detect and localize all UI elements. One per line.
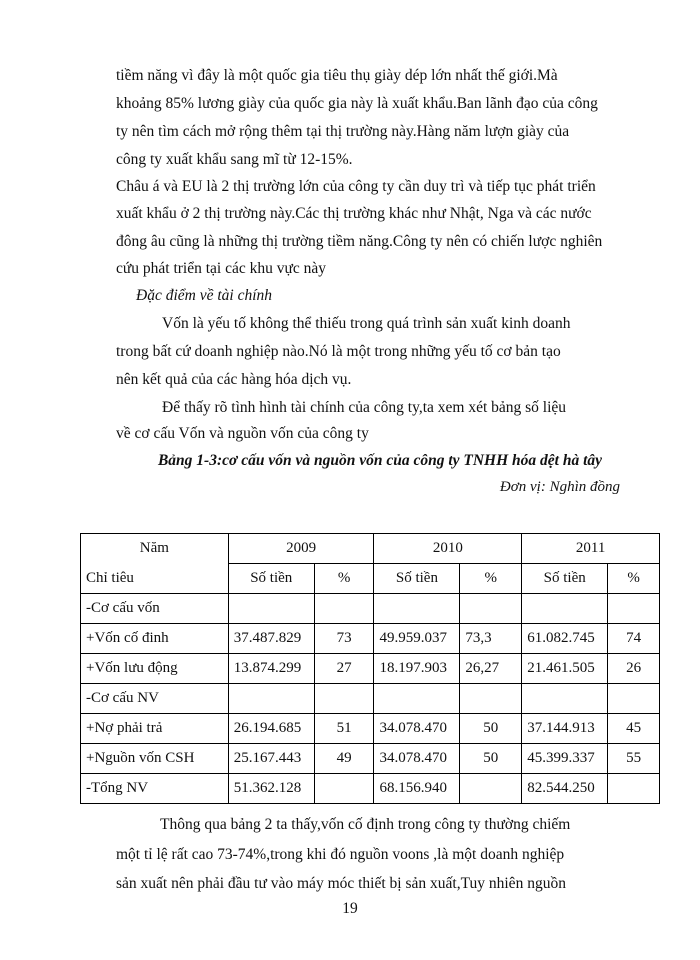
text-line: công ty xuất khẩu sang mĩ từ 12-15%. xyxy=(116,151,353,168)
table-cell xyxy=(460,594,522,624)
text-line: một tỉ lệ rất cao 73-74%,trong khi đó nguồn voons ,là một doanh nghiệp xyxy=(116,846,565,863)
text-line: khoảng 85% lương giày của quốc gia này là xuất khẩu.Ban lãnh đạo của công xyxy=(116,95,598,112)
table-cell: 34.078.470 xyxy=(374,714,460,744)
table-cell: 68.156.940 xyxy=(374,774,460,804)
table-cell: 26.194.685 xyxy=(228,714,314,744)
table-cell: 45 xyxy=(608,714,660,744)
percent-header: % xyxy=(608,564,660,594)
table-cell: 26 xyxy=(608,654,660,684)
table-cell: 51 xyxy=(314,714,374,744)
table-cell xyxy=(460,774,522,804)
table-header-row xyxy=(81,534,660,564)
table-cell xyxy=(374,594,460,624)
table-cell xyxy=(228,594,314,624)
text-line: cứu phát triển tại các khu vực này xyxy=(116,260,327,277)
row-label: +Vốn cố đinh xyxy=(81,624,229,654)
year-2009: 2009 xyxy=(228,534,374,564)
table-row xyxy=(81,744,660,774)
table-cell: 34.078.470 xyxy=(374,744,460,774)
table-cell xyxy=(522,594,608,624)
table-cell: 50 xyxy=(460,744,522,774)
row-label: -Tổng NV xyxy=(81,774,229,804)
table-cell: 45.399.337 xyxy=(522,744,608,774)
capital-structure-table xyxy=(80,533,660,804)
table-cell: 61.082.745 xyxy=(522,624,608,654)
page-number: 19 xyxy=(342,900,358,917)
text-line: ty nên tìm cách mở rộng thêm tại thị trường này.Hàng năm lượn giày của xyxy=(116,123,570,140)
table-cell xyxy=(608,684,660,714)
year-2010: 2010 xyxy=(374,534,522,564)
table-cell xyxy=(608,594,660,624)
table-row xyxy=(81,714,660,744)
text-line: đông âu cũng là những thị trường tiềm năng.Công ty nên có chiến lược nghiên xyxy=(116,233,603,250)
text-line: về cơ cấu Vốn và nguồn vốn của công ty xyxy=(116,425,369,442)
text-line: tiềm năng vì đây là một quốc gia tiêu thụ giày dép lớn nhất thế giới.Mà xyxy=(116,67,558,84)
table-row xyxy=(81,594,660,624)
text-line: Thông qua bảng 2 ta thấy,vốn cố định trong công ty thường chiếm xyxy=(160,816,571,833)
percent-header: % xyxy=(314,564,374,594)
unit-note: Đơn vị: Nghìn đồng xyxy=(499,479,620,495)
year-2011: 2011 xyxy=(522,534,660,564)
text-line: Vốn là yếu tố không thể thiếu trong quá trình sản xuất kinh doanh xyxy=(162,315,571,332)
table-cell xyxy=(522,684,608,714)
table-cell xyxy=(314,774,374,804)
amount-header: Số tiền xyxy=(374,564,460,594)
table-cell: 27 xyxy=(314,654,374,684)
table-cell xyxy=(374,684,460,714)
row-label: -Cơ cấu NV xyxy=(81,684,229,714)
text-line: nên kết quả của các hàng hóa dịch vụ. xyxy=(116,371,352,388)
corner-indicator-label: Chỉ tiêu xyxy=(81,564,229,594)
table-cell: 26,27 xyxy=(460,654,522,684)
table-cell xyxy=(608,774,660,804)
table-cell: 49 xyxy=(314,744,374,774)
corner-year-label: Năm xyxy=(81,534,229,564)
table-cell: 13.874.299 xyxy=(228,654,314,684)
table-cell xyxy=(460,684,522,714)
table-row xyxy=(81,684,660,714)
text-line: trong bất cứ doanh nghiệp nào.Nó là một trong những yếu tố cơ bản tạo xyxy=(116,343,561,360)
table-row xyxy=(81,624,660,654)
percent-header: % xyxy=(460,564,522,594)
table-cell xyxy=(314,684,374,714)
table-cell: 18.197.903 xyxy=(374,654,460,684)
table-cell: 55 xyxy=(608,744,660,774)
table-cell: 82.544.250 xyxy=(522,774,608,804)
table-cell: 73,3 xyxy=(460,624,522,654)
table-cell: 21.461.505 xyxy=(522,654,608,684)
table-cell: 73 xyxy=(314,624,374,654)
table-cell: 25.167.443 xyxy=(228,744,314,774)
text-line: Để thấy rõ tình hình tài chính của công ty,ta xem xét bảng số liệu xyxy=(162,399,567,416)
table-row xyxy=(81,654,660,684)
table-subheader-row xyxy=(81,564,660,594)
row-label: +Nguồn vốn CSH xyxy=(81,744,229,774)
amount-header: Số tiền xyxy=(522,564,608,594)
table-cell xyxy=(314,594,374,624)
table-caption: Bảng 1-3:cơ cấu vốn và nguồn vốn của công ty TNHH hóa dệt hà tây xyxy=(157,452,603,469)
table-row xyxy=(81,774,660,804)
text-line: sản xuất nên phải đầu tư vào máy móc thiết bị sản xuất,Tuy nhiên nguồn xyxy=(116,875,566,892)
text-line: xuất khẩu ở 2 thị trường này.Các thị trường khác như Nhật, Nga và các nước xyxy=(116,205,592,222)
text-line: Châu á và EU là 2 thị trường lớn của công ty cần duy trì và tiếp tục phát triển xyxy=(116,178,596,195)
table-cell: 37.487.829 xyxy=(228,624,314,654)
row-label: +Nợ phải trả xyxy=(81,714,229,744)
table-cell: 74 xyxy=(608,624,660,654)
section-heading: Đặc điểm về tài chính xyxy=(136,287,273,304)
row-label: -Cơ cấu vốn xyxy=(81,594,229,624)
table-cell xyxy=(228,684,314,714)
table-cell: 50 xyxy=(460,714,522,744)
table-cell: 49.959.037 xyxy=(374,624,460,654)
row-label: +Vốn lưu động xyxy=(81,654,229,684)
amount-header: Số tiền xyxy=(228,564,314,594)
table-cell: 51.362.128 xyxy=(228,774,314,804)
table-cell: 37.144.913 xyxy=(522,714,608,744)
